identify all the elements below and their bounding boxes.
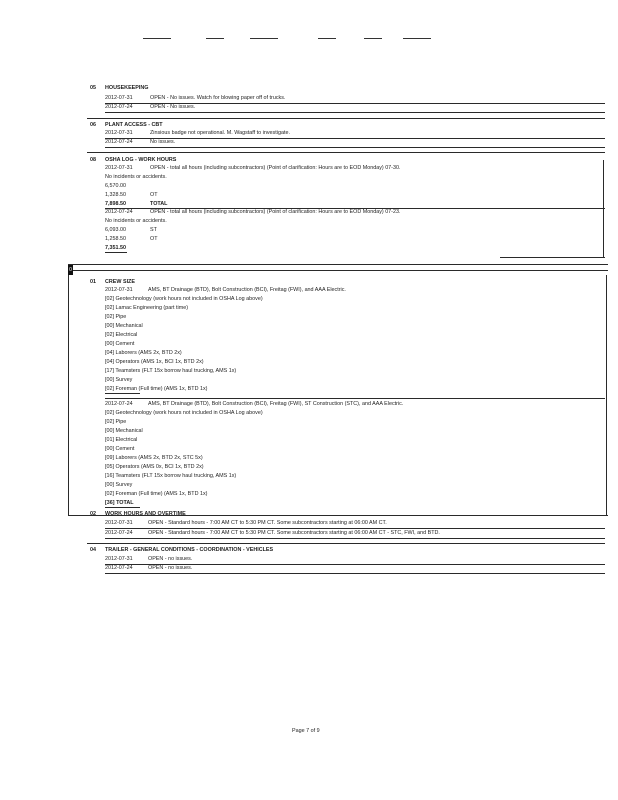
section-number: 06 <box>90 122 96 128</box>
entry-date: 2012-07-24 <box>105 104 133 110</box>
entry-date: 2012-07-24 <box>105 209 133 215</box>
section-number: 05 <box>90 85 96 91</box>
section-number: 04 <box>90 547 96 553</box>
ot-label: OT <box>150 192 158 198</box>
st-label: ST <box>150 227 157 233</box>
crew-line: [09] Laborers (AMS 2x, BTD 2x, STC 5x) <box>105 455 203 461</box>
entry-text: OPEN - Standard hours - 7:00 AM CT to 5:30 PM CT. Some subcontractors starting at 06:00 AM CT. <box>148 520 387 526</box>
entry-text: OPEN - no issues. <box>148 556 193 562</box>
ot-label: OT <box>150 236 158 242</box>
section-number: 08 <box>90 157 96 163</box>
crew-line: [00] Mechanical <box>105 428 143 434</box>
entry-date: 2012-07-24 <box>105 530 133 536</box>
entry-text: OPEN - No issues. <box>150 104 196 110</box>
entry-date: 2012-07-31 <box>105 556 133 562</box>
entry-date: 2012-07-31 <box>105 95 133 101</box>
crew-line: [00] Survey <box>105 377 133 383</box>
section-title: PLANT ACCESS - CBT <box>105 122 163 128</box>
entry-date: 2012-07-31 <box>105 287 133 293</box>
crew-line: [02] Pipe <box>105 314 127 320</box>
crew-line: [02] Foreman (Full time) (AMS 1x, BTD 1x) <box>105 386 208 392</box>
total-label: TOTAL <box>150 201 168 207</box>
crew-total: [36] TOTAL <box>105 500 134 506</box>
st-hours: 6,570.00 <box>105 183 126 189</box>
crew-line: [00] Cement <box>105 341 135 347</box>
ot-hours: 1,328.50 <box>105 192 126 198</box>
entry-date: 2012-07-24 <box>105 565 133 571</box>
crew-line: [02] Foreman (Full time) (AMS 1x, BTD 1x) <box>105 491 208 497</box>
entry-text: Zinsious badge not operational. M. Wagstaff to investigate. <box>150 130 290 136</box>
crew-line: [04] Laborers (AMS 2x, BTD 2x) <box>105 350 182 356</box>
crew-line: [00] Survey <box>105 482 133 488</box>
crew-line: [00] Cement <box>105 446 135 452</box>
total-hours: 7,351.50 <box>105 245 126 251</box>
crew-line: [02] Geotechnology (work hours not included in OSHA Log above) <box>105 296 263 302</box>
crew-line: [02] Geotechnology (work hours not included in OSHA Log above) <box>105 410 263 416</box>
crew-line: [04] Operators (AMS 1x, BCI 1x, BTD 2x) <box>105 359 204 365</box>
entry-text: OPEN - Standard hours - 7:00 AM CT to 5:30 PM CT. Some subcontractors starting at 06:00 AM CT - STC, FWI, and BTD. <box>148 530 440 536</box>
st-hours: 6,093.00 <box>105 227 126 233</box>
entry-date: 2012-07-24 <box>105 401 133 407</box>
section-marker: 0 <box>69 267 72 273</box>
crew-line: [02] Pipe <box>105 419 127 425</box>
entry-date: 2012-07-24 <box>105 139 133 145</box>
crew-line: [01] Electrical <box>105 437 138 443</box>
entry-text: AMS, BT Drainage (BTD), Bolt Construction (BCI), Freitag (FWI), ST Construction (STC), and AAA Electric. <box>148 401 404 407</box>
entry-date: 2012-07-31 <box>105 165 133 171</box>
entry-text: OPEN - no issues. <box>148 565 193 571</box>
crew-line: [16] Teamsters (FLT 15x borrow haul trucking, AMS 1x) <box>105 473 237 479</box>
ot-hours: 1,258.50 <box>105 236 126 242</box>
crew-line: [17] Teamsters (FLT 15x borrow haul trucking, AMS 1x) <box>105 368 237 374</box>
entry-note: No incidents or accidents. <box>105 218 167 224</box>
entry-date: 2012-07-31 <box>105 130 133 136</box>
entry-note: No incidents or accidents. <box>105 174 167 180</box>
section-title: CREW SIZE <box>105 279 135 285</box>
entry-text: OPEN - total all hours (including subcontractors) (Point of clarification: Hours are to EOD Monday) 07-30. <box>150 165 401 171</box>
entry-text: OPEN - No issues. Watch for blowing paper off of trucks. <box>150 95 286 101</box>
crew-line: [02] Electrical <box>105 332 138 338</box>
section-title: TRAILER - GENERAL CONDITIONS - COORDINATION - VEHICLES <box>105 547 274 553</box>
crew-line: [05] Operators (AMS 0x, BCI 1x, BTD 2x) <box>105 464 204 470</box>
page-number: Page 7 of 9 <box>292 728 320 734</box>
entry-text: AMS, BT Drainage (BTD), Bolt Construction (BCI), Freitag (FWI), and AAA Electric. <box>148 287 346 293</box>
entry-text: No issues. <box>150 139 176 145</box>
entry-date: 2012-07-31 <box>105 520 133 526</box>
section-title: OSHA LOG - WORK HOURS <box>105 157 177 163</box>
section-number: 01 <box>90 279 96 285</box>
total-hours: 7,898.50 <box>105 201 126 207</box>
crew-line: [00] Mechanical <box>105 323 143 329</box>
crew-line: [02] Lamac Engineering (part time) <box>105 305 188 311</box>
entry-text: OPEN - total all hours (including subcontractors) (Point of clarification: Hours are to EOD Monday) 07-23. <box>150 209 401 215</box>
section-title: WORK HOURS AND OVERTIME <box>105 511 186 517</box>
section-number: 02 <box>90 511 96 517</box>
section-title: HOUSEKEEPING <box>105 85 149 91</box>
